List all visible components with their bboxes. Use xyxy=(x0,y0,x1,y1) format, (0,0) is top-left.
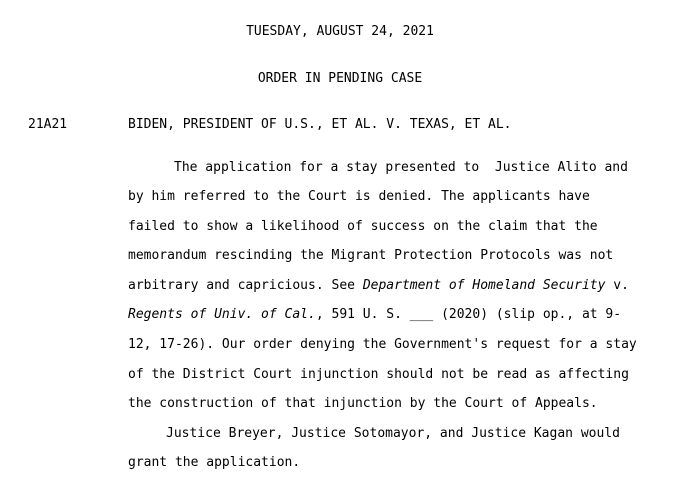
paragraph-line: grant the application. xyxy=(128,455,301,470)
case-caption: BIDEN, PRESIDENT OF U.S., ET AL. V. TEXAS, ET AL. xyxy=(128,117,512,132)
paragraph-line: The application for a stay presented to Justice Alito and xyxy=(174,160,628,175)
paragraph-line: the construction of that injunction by the Court of Appeals. xyxy=(128,396,598,411)
paragraph-text: v. xyxy=(605,278,629,293)
paragraph-text: arbitrary and capricious. See xyxy=(128,278,363,293)
paragraph-line: failed to show a likelihood of success on the claim that the xyxy=(128,219,598,234)
order-date: TUESDAY, AUGUST 24, 2021 xyxy=(246,24,434,39)
paragraph-line: of the District Court injunction should not be read as affecting xyxy=(128,367,629,382)
case-citation-italic: Regents of Univ. of Cal. xyxy=(128,307,316,322)
order-title: ORDER IN PENDING CASE xyxy=(257,71,423,86)
paragraph-line xyxy=(128,278,629,294)
paragraph-line: Justice Breyer, Justice Sotomayor, and Justice Kagan would xyxy=(166,426,620,441)
case-number: 21A21 xyxy=(28,117,68,132)
paragraph-line: memorandum rescinding the Migrant Protection Protocols was not xyxy=(128,248,614,263)
case-citation-italic: Department of Homeland Security xyxy=(362,278,606,293)
paragraph-text: , 591 U. S. ___ (2020) (slip op., at 9- xyxy=(315,307,622,322)
paragraph-line: by him referred to the Court is denied. The applicants have xyxy=(128,189,590,204)
paragraph-line: 12, 17-26). Our order denying the Government's request for a stay xyxy=(128,337,637,352)
paragraph-line xyxy=(128,307,621,323)
